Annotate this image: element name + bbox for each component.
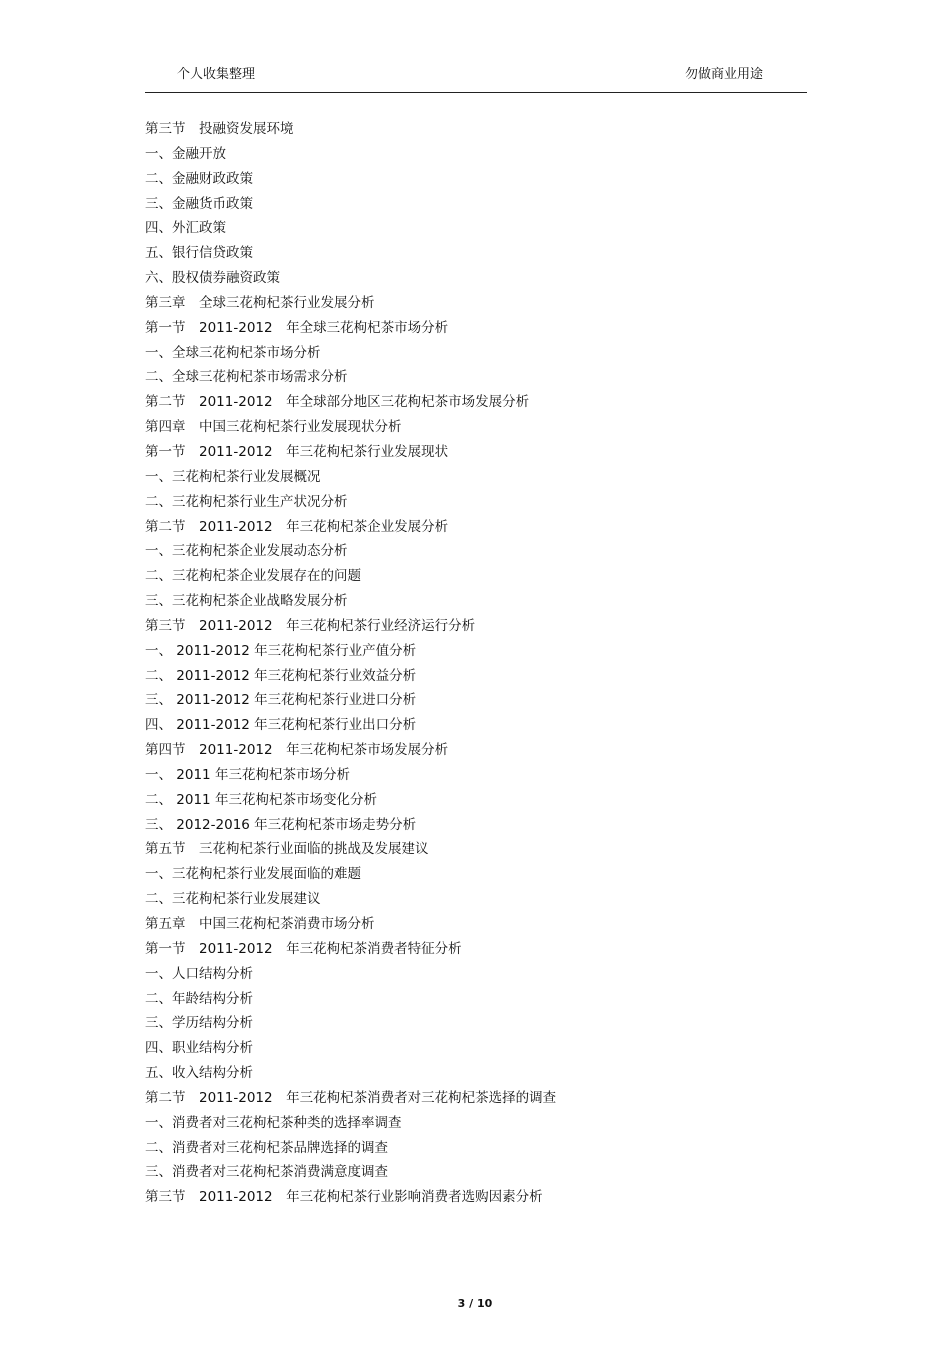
toc-line: 第一节 2011-2012 年三花枸杞茶行业发展现状 <box>145 443 449 460</box>
toc-line: 第三章 全球三花枸杞茶行业发展分析 <box>145 294 375 311</box>
toc-line: 三、金融货币政策 <box>145 195 253 212</box>
toc-line: 一、 2011 年三花枸杞茶市场分析 <box>145 766 350 783</box>
toc-line: 第五章 中国三花枸杞茶消费市场分析 <box>145 916 375 932</box>
toc-line: 二、 2011 年三花枸杞茶市场变化分析 <box>145 791 377 808</box>
toc-line: 第五节 三花枸杞茶行业面临的挑战及发展建议 <box>145 841 429 858</box>
toc-line: 五、收入结构分析 <box>145 1065 253 1082</box>
toc-line: 一、全球三花枸杞茶市场分析 <box>145 344 321 361</box>
toc-line: 第三节 2011-2012 年三花枸杞茶行业经济运行分析 <box>145 617 476 634</box>
toc-line: 六、股权债券融资政策 <box>145 270 280 287</box>
toc-line: 三、三花枸杞茶企业战略发展分析 <box>145 593 348 610</box>
toc-line: 第二节 2011-2012 年全球部分地区三花枸杞茶市场发展分析 <box>145 394 530 411</box>
toc-line: 二、金融财政政策 <box>145 170 253 187</box>
header-left-text: 个人收集整理 <box>177 67 256 82</box>
page-header <box>145 66 807 93</box>
page-number: 3 / 10 <box>457 1297 493 1310</box>
toc-line: 第四节 2011-2012 年三花枸杞茶市场发展分析 <box>145 742 449 759</box>
toc-line: 一、人口结构分析 <box>145 965 253 982</box>
toc-line: 四、外汇政策 <box>145 220 226 237</box>
toc-line: 四、职业结构分析 <box>145 1040 253 1057</box>
toc-line: 第三节 投融资发展环境 <box>145 121 294 137</box>
toc-line: 一、三花枸杞茶行业发展面临的难题 <box>145 866 361 883</box>
toc-line: 五、银行信贷政策 <box>145 245 253 262</box>
toc-line: 二、三花枸杞茶行业发展建议 <box>145 891 321 908</box>
toc-line: 二、三花枸杞茶企业发展存在的问题 <box>145 568 361 585</box>
table-of-contents <box>145 117 807 1210</box>
toc-line: 一、金融开放 <box>145 145 226 162</box>
toc-line: 第四章 中国三花枸杞茶行业发展现状分析 <box>145 419 402 436</box>
toc-line: 二、年龄结构分析 <box>145 990 253 1007</box>
toc-line: 第一节 2011-2012 年三花枸杞茶消费者特征分析 <box>145 940 462 957</box>
toc-line: 二、三花枸杞茶行业生产状况分析 <box>145 493 348 510</box>
toc-line: 第一节 2011-2012 年全球三花枸杞茶市场分析 <box>145 319 449 336</box>
toc-line: 三、学历结构分析 <box>145 1015 253 1032</box>
toc-line: 一、消费者对三花枸杞茶种类的选择率调查 <box>145 1114 402 1131</box>
toc-line: 三、 2011-2012 年三花枸杞茶行业进口分析 <box>145 692 417 709</box>
toc-line: 二、消费者对三花枸杞茶品牌选择的调查 <box>145 1139 388 1156</box>
toc-line: 二、 2011-2012 年三花枸杞茶行业效益分析 <box>145 667 417 684</box>
toc-line: 一、三花枸杞茶行业发展概况 <box>145 468 321 485</box>
toc-line: 四、 2011-2012 年三花枸杞茶行业出口分析 <box>145 717 417 734</box>
toc-line: 三、消费者对三花枸杞茶消费满意度调查 <box>145 1164 388 1181</box>
toc-line: 一、三花枸杞茶企业发展动态分析 <box>145 543 348 560</box>
toc-line: 一、 2011-2012 年三花枸杞茶行业产值分析 <box>145 642 417 659</box>
toc-line: 二、全球三花枸杞茶市场需求分析 <box>145 369 348 386</box>
toc-line: 第二节 2011-2012 年三花枸杞茶企业发展分析 <box>145 518 449 535</box>
header-right-text: 勿做商业用途 <box>684 67 763 82</box>
toc-line: 第三节 2011-2012 年三花枸杞茶行业影响消费者选购因素分析 <box>145 1189 543 1206</box>
toc-line: 三、 2012-2016 年三花枸杞茶市场走势分析 <box>145 816 417 833</box>
toc-line: 第二节 2011-2012 年三花枸杞茶消费者对三花枸杞茶选择的调查 <box>145 1089 557 1106</box>
